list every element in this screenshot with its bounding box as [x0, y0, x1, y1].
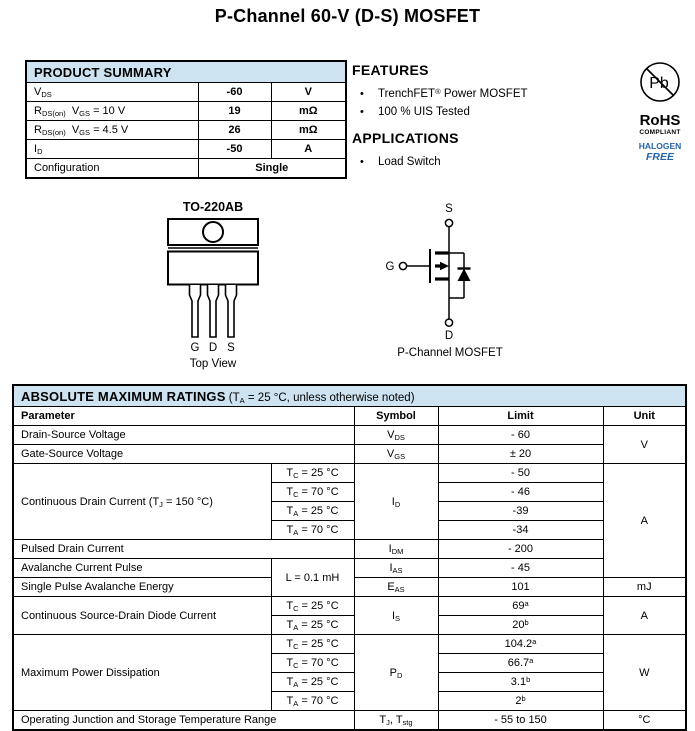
amr-cond-pd-tc70: $T_C = 70$ °C [271, 654, 354, 673]
amr-limit-id-ta25: -39 [438, 502, 603, 521]
rohs-compliant-label: COMPLIANT [639, 129, 681, 136]
table-row [26, 121, 346, 140]
amr-param-is: Continuous Source-Drain Diode Current [13, 597, 271, 635]
package-caption: Top View [189, 358, 237, 370]
list-item: • 100 % UIS Tested [352, 103, 627, 121]
amr-header-limit: Limit [438, 407, 603, 426]
amr-param-idm: Pulsed Drain Current [13, 540, 354, 559]
ps-unit-vds: V [271, 83, 346, 102]
product-summary-title-row [26, 61, 346, 83]
amr-param-vds: Drain-Source Voltage [13, 426, 354, 445]
amr-param-pd: Maximum Power Dissipation [13, 635, 271, 711]
symbol-caption: P-Channel MOSFET [397, 347, 503, 359]
ps-param-rdson45: $R_{DS(on)}$ $V_{GS} = 4.5$ V [26, 121, 198, 140]
table-row [26, 140, 346, 159]
amr-param-eas: Single Pulse Avalanche Energy [13, 578, 271, 597]
ps-param-vds: $V_{DS}$ [26, 83, 198, 102]
amr-symbol-eas: $E_{AS}$ [354, 578, 438, 597]
amr-cond-is-tc25: $T_C = 25$ °C [271, 597, 354, 616]
amr-symbol-id: $I_D$ [354, 464, 438, 540]
amr-subtitle: ($T_A = 25$ °C, unless otherwise noted) [225, 391, 415, 405]
rohs-label: RoHS [639, 112, 681, 129]
pb-free-icon [637, 60, 683, 106]
mosfet-symbol-drawing [372, 198, 532, 368]
amr-limit-eas: 101 [438, 578, 603, 597]
amr-limit-vgs: ± 20 [438, 445, 603, 464]
amr-cond-pd-tc25: $T_C = 25$ °C [271, 635, 354, 654]
absolute-maximum-ratings-table [12, 384, 687, 731]
amr-unit-a: A [603, 464, 686, 578]
amr-limit-id-tc25: - 50 [438, 464, 603, 483]
amr-limit-is-tc25: 69$^a$ [438, 597, 603, 616]
amr-unit-degc: °C [603, 711, 686, 731]
ps-value-vds: -60 [198, 83, 271, 102]
amr-limit-pd-ta25: 3.1$^b$ [438, 673, 603, 692]
table-row [26, 102, 346, 121]
table-row [26, 159, 346, 179]
features-section [352, 62, 627, 180]
amr-limit-id-ta70: -34 [438, 521, 603, 540]
pin-label-g: G [190, 342, 200, 354]
amr-header-parameter: Parameter [13, 407, 354, 426]
amr-symbol-is: $I_S$ [354, 597, 438, 635]
amr-cond-id-tc70: $T_C = 70$ °C [271, 483, 354, 502]
ps-unit-rdson45: mΩ [271, 121, 346, 140]
ps-value-rdson45: 26 [198, 121, 271, 140]
amr-header-unit: Unit [603, 407, 686, 426]
list-item: • TrenchFET® Power MOSFET [352, 85, 627, 103]
terminal-label-g: G [385, 261, 395, 273]
amr-limit-pd-tc70: 66.7$^a$ [438, 654, 603, 673]
amr-cond-id-ta25: $T_A = 25$ °C [271, 502, 354, 521]
amr-limit-is-ta25: 20$^b$ [438, 616, 603, 635]
amr-unit-v: V [603, 426, 686, 464]
amr-limit-ias: - 45 [438, 559, 603, 578]
table-row [13, 559, 686, 578]
amr-unit-w: W [603, 635, 686, 711]
amr-limit-tj: - 55 to 150 [438, 711, 603, 731]
table-row [13, 426, 686, 445]
table-row [13, 540, 686, 559]
amr-param-ias: Avalanche Current Pulse [13, 559, 271, 578]
amr-limit-idm: - 200 [438, 540, 603, 559]
amr-limit-pd-ta70: 2$^b$ [438, 692, 603, 711]
amr-header-row [13, 407, 686, 426]
ps-param-configuration: Configuration [26, 159, 198, 179]
amr-limit-id-tc70: - 46 [438, 483, 603, 502]
ps-value-configuration: Single [198, 159, 346, 179]
pb-label: Pb [649, 75, 669, 92]
body-diode [458, 269, 471, 282]
amr-param-id: Continuous Drain Current ($T_J = 150$ °C) [13, 464, 271, 540]
features-heading: FEATURES [352, 62, 429, 78]
list-item: • Load Switch [352, 153, 627, 171]
amr-title-row [13, 385, 686, 407]
amr-cond-id-tc25: $T_C = 25$ °C [271, 464, 354, 483]
amr-cond-id-ta70: $T_A = 70$ °C [271, 521, 354, 540]
product-summary-table [25, 60, 347, 179]
ps-param-id: $I_D$ [26, 140, 198, 159]
amr-symbol-pd: $P_D$ [354, 635, 438, 711]
amr-header-symbol: Symbol [354, 407, 438, 426]
amr-unit-a2: A [603, 597, 686, 635]
amr-cond-pd-ta25: $T_A = 25$ °C [271, 673, 354, 692]
pin-leg-d [208, 285, 219, 337]
terminal-label-s: S [445, 203, 453, 215]
amr-param-vgs: Gate-Source Voltage [13, 445, 354, 464]
amr-cond-ias: L = 0.1 mH [271, 559, 354, 597]
amr-symbol-vds: $V_{DS}$ [354, 426, 438, 445]
pin-label-d: D [208, 342, 218, 354]
amr-title: ABSOLUTE MAXIMUM RATINGS [21, 388, 226, 404]
amr-cond-pd-ta70: $T_A = 70$ °C [271, 692, 354, 711]
table-row [13, 711, 686, 731]
amr-symbol-ias: $I_{AS}$ [354, 559, 438, 578]
to-220ab-drawing [138, 198, 288, 377]
ps-unit-id: A [271, 140, 346, 159]
ps-unit-rdson10: mΩ [271, 102, 346, 121]
amr-unit-mj: mJ [603, 578, 686, 597]
amr-cond-is-ta25: $T_A = 25$ °C [271, 616, 354, 635]
table-row [13, 597, 686, 616]
table-row [13, 464, 686, 483]
applications-heading: APPLICATIONS [352, 130, 459, 146]
package-name: TO-220AB [182, 200, 244, 214]
halogen-label: HALOGEN [638, 141, 682, 151]
features-list [352, 85, 627, 121]
table-row [13, 445, 686, 464]
amr-limit-pd-tc25: 104.2$^a$ [438, 635, 603, 654]
rohs-badge [628, 60, 692, 163]
amr-symbol-tj: $T_J$, $T_{stg}$ [354, 711, 438, 731]
pin-label-s: S [227, 342, 235, 354]
terminal-label-d: D [444, 330, 454, 342]
pin-leg-s [226, 285, 237, 337]
mounting-hole [203, 222, 223, 242]
ps-param-rdson10: $R_{DS(on)}$ $V_{GS} = 10$ V [26, 102, 198, 121]
ps-value-rdson10: 19 [198, 102, 271, 121]
amr-title-bar [13, 385, 686, 407]
halogen-free-label: FREE [645, 151, 674, 163]
applications-list [352, 153, 627, 171]
table-row [13, 635, 686, 654]
ps-value-id: -50 [198, 140, 271, 159]
pin-leg-g [190, 285, 201, 337]
amr-param-tj: Operating Junction and Storage Temperature Range [13, 711, 354, 731]
product-summary-title: PRODUCT SUMMARY [26, 61, 346, 83]
amr-limit-vds: - 60 [438, 426, 603, 445]
amr-symbol-idm: $I_{DM}$ [354, 540, 438, 559]
page-title: P-Channel 60-V (D-S) MOSFET [214, 6, 481, 26]
amr-symbol-vgs: $V_{GS}$ [354, 445, 438, 464]
table-row [26, 83, 346, 102]
